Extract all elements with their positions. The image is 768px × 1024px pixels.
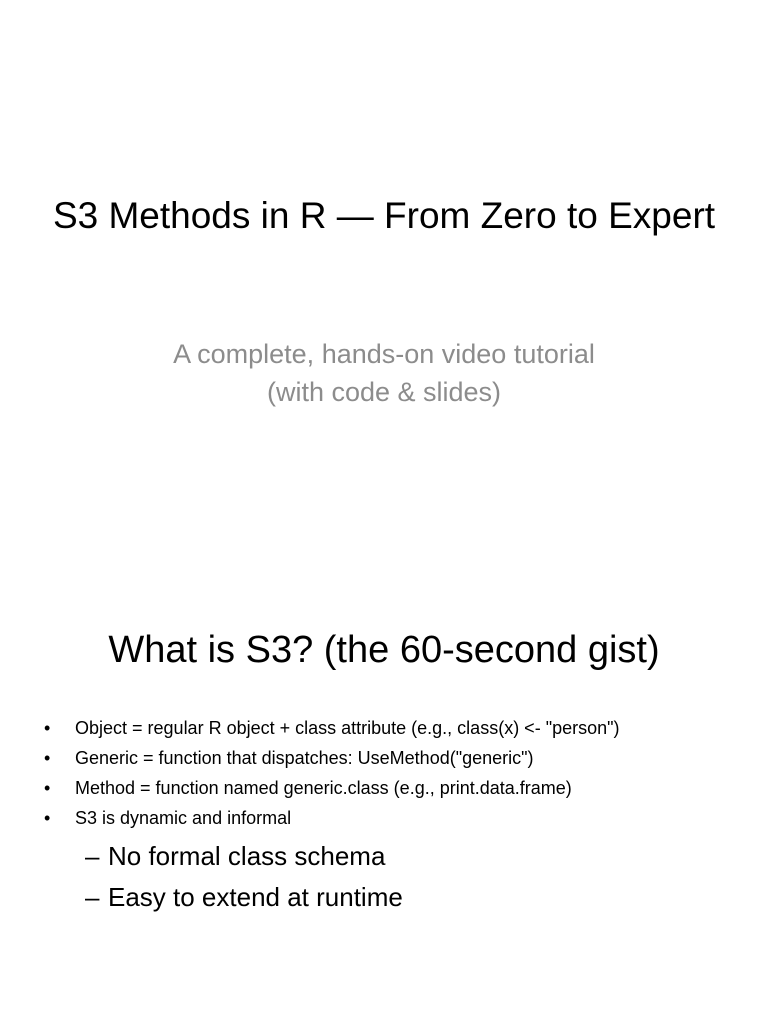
bullet-item [40,713,740,743]
bullet-marker: • [44,808,51,828]
bullet-item [40,803,740,833]
bullet-marker: • [44,718,51,738]
bullet-text: Method = function named generic.class (e.g., print.data.frame) [75,778,572,798]
sub-bullet-text: Easy to extend at runtime [108,882,403,912]
sub-bullet-text: No formal class schema [108,841,386,871]
subtitle-line: A complete, hands-on video tutorial [173,339,595,369]
sub-bullet-item [40,836,740,877]
subtitle-line: (with code & slides) [266,377,502,407]
sub-bullet-item [40,877,740,918]
bullet-marker: • [44,778,51,798]
slide-subtitle [40,335,728,411]
sub-bullet-marker: – [85,841,100,871]
content-slide [0,576,768,1024]
bullet-text: S3 is dynamic and informal [75,808,292,828]
bullet-marker: • [44,748,51,768]
bullet-text: Generic = function that dispatches: UseMethod("generic") [75,748,534,768]
bullet-text: Object = regular R object + class attribute (e.g., class(x) <- "person") [75,718,620,738]
bullet-list [40,713,740,918]
slide-title: What is S3? (the 60-second gist) [108,629,660,671]
slide-title: S3 Methods in R — From Zero to Expert [52,195,716,236]
bullet-item [40,743,740,773]
sub-bullet-marker: – [85,882,100,912]
bullet-item [40,773,740,803]
